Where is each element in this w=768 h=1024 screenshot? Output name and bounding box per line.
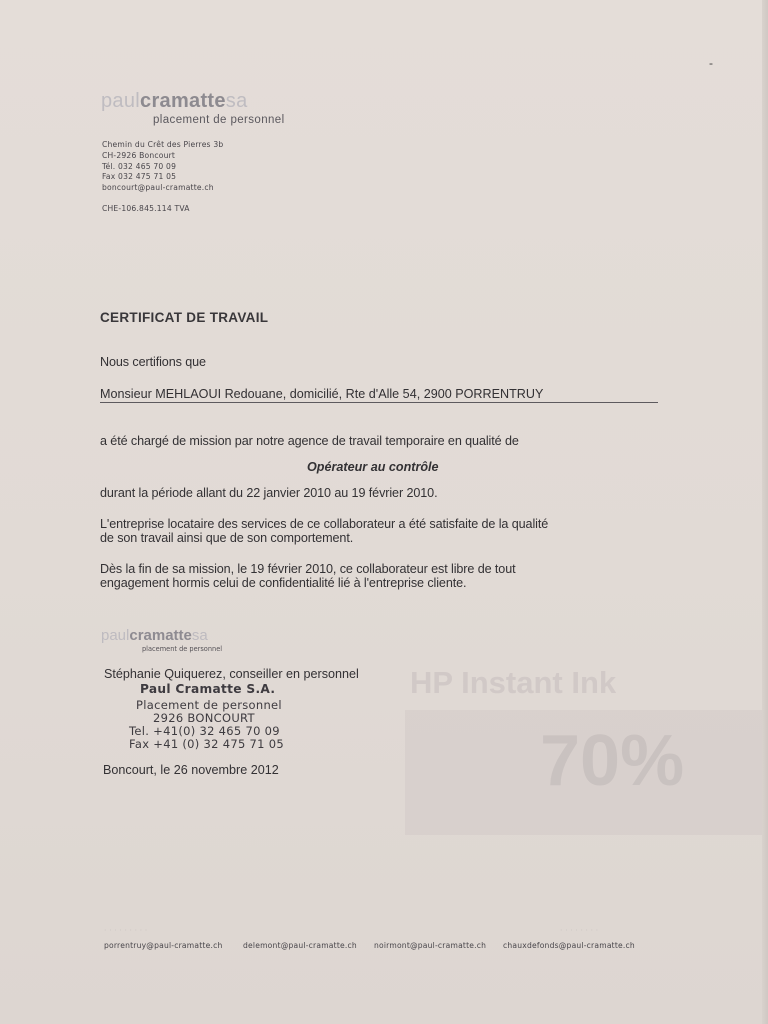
signature-logo-tagline: placement de personnel: [142, 645, 223, 653]
subject-underline: [100, 402, 658, 403]
signer-name: Stéphanie Quiquerez, conseiller en personnel: [104, 667, 359, 681]
footer-show-through-right: · · · · · · · ·: [560, 926, 599, 935]
footer-email-delemont: delemont@paul-cramatte.ch: [243, 941, 357, 950]
page-mark: -: [709, 56, 713, 70]
footer-email-noirmont: noirmont@paul-cramatte.ch: [374, 941, 487, 950]
show-through-percent: 70%: [540, 721, 685, 801]
release-text-2: engagement hormis celui de confidentialité lié à l'entreprise cliente.: [100, 576, 467, 590]
footer-email-porrentruy: porrentruy@paul-cramatte.ch: [104, 941, 223, 950]
address-city: CH-2926 Boncourt: [102, 151, 176, 160]
logo-part-cramatte: cramatte: [140, 90, 226, 112]
show-through-print: [405, 625, 762, 895]
show-through-text: HP Instant Ink: [410, 665, 617, 700]
address-email: boncourt@paul-cramatte.ch: [102, 183, 214, 192]
vat-number: CHE-106.845.114 TVA: [102, 204, 190, 213]
stamp-fax: Fax +41 (0) 32 475 71 05: [129, 737, 284, 751]
release-text-1: Dès la fin de sa mission, le 19 février 2010, ce collaborateur est libre de tout: [100, 562, 516, 576]
address-street: Chemin du Crêt des Pierres 3b: [102, 140, 224, 149]
intro-text: Nous certifions que: [100, 355, 206, 369]
sig-logo-part-cramatte: cramatte: [129, 627, 192, 644]
footer-email-chauxdefonds: chauxdefonds@paul-cramatte.ch: [503, 941, 635, 950]
stamp-tel: Tel. +41(0) 32 465 70 09: [129, 724, 280, 738]
address-phone: Tél. 032 465 70 09: [102, 162, 177, 171]
stamp-company: Paul Cramatte S.A.: [140, 682, 276, 696]
mission-text: a été chargé de mission par notre agence de travail temporaire en qualité de: [100, 434, 519, 448]
satisfaction-text-1: L'entreprise locataire des services de ce collaborateur a été satisfaite de la qualité: [100, 517, 549, 531]
company-tagline: placement de personnel: [153, 114, 285, 126]
footer-show-through-left: · · · · · · · · ·: [104, 926, 148, 935]
logo-part-sa: sa: [225, 90, 248, 112]
stamp-activity: Placement de personnel: [136, 698, 282, 712]
signature-logo: [101, 627, 208, 644]
stamp-city: 2926 BONCOURT: [153, 711, 255, 725]
satisfaction-text-2: de son travail ainsi que de son comportement.: [100, 531, 354, 545]
period-text: durant la période allant du 22 janvier 2010 au 19 février 2010.: [100, 486, 438, 500]
sig-logo-part-sa: sa: [191, 627, 208, 644]
company-logo: [101, 90, 248, 113]
place-date: Boncourt, le 26 novembre 2012: [103, 763, 279, 777]
document-title: CERTIFICAT DE TRAVAIL: [100, 310, 269, 325]
sig-logo-part-paul: paul: [101, 627, 130, 644]
logo-part-paul: paul: [101, 90, 141, 112]
job-role: Opérateur au contrôle: [307, 460, 439, 474]
subject-line: Monsieur MEHLAOUI Redouane, domicilié, Rte d'Alle 54, 2900 PORRENTRUY: [100, 387, 544, 401]
address-fax: Fax 032 475 71 05: [102, 172, 177, 181]
paper-edge: [762, 0, 768, 1024]
